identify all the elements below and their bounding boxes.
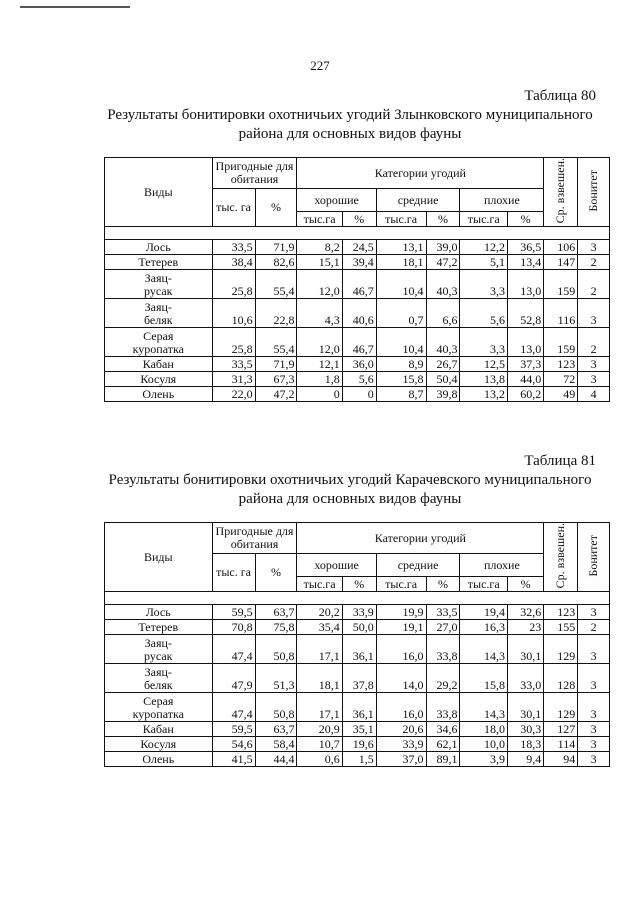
value-cell: 3 [578,722,610,737]
percent-header: % [255,554,297,592]
table-row [105,620,610,635]
value-cell: 14,0 [376,664,426,693]
species-name-line: Олень [142,752,175,767]
species-cell [105,620,213,635]
table-row [105,328,610,357]
value-cell: 3,3 [460,328,508,357]
species-name-line: беляк [143,313,173,328]
value-cell: 26,7 [426,357,460,372]
value-cell: 36,1 [342,635,376,664]
value-cell: 116 [544,299,578,328]
value-cell: 47,2 [426,255,460,270]
value-cell: 5,6 [460,299,508,328]
value-cell: 18,1 [297,664,342,693]
table-81-label: Таблица 81 [524,453,596,469]
species-name-line: Кабан [142,357,174,372]
table-row [105,240,610,255]
value-cell: 47,4 [212,635,255,664]
table-row [105,270,610,299]
value-cell: 2 [578,270,610,299]
value-cell: 3 [578,664,610,693]
sub-percent-header: % [342,577,376,592]
spacer-cell [105,227,610,240]
value-cell: 50,4 [426,372,460,387]
table-row [105,605,610,620]
species-name-line: Лось [145,605,171,620]
table-row [105,255,610,270]
value-cell: 8,2 [297,240,342,255]
value-cell: 39,4 [342,255,376,270]
value-cell: 3 [578,299,610,328]
value-cell: 155 [544,620,578,635]
sub-thous-ha-header: тыс.га [297,212,342,227]
poor-header: плохие [460,554,544,577]
value-cell: 3 [578,605,610,620]
table-row [105,357,610,372]
value-cell: 16,0 [376,635,426,664]
avg-weighted-label: Ср. взвешен. [553,158,568,224]
value-cell: 17,1 [297,635,342,664]
value-cell: 12,5 [460,357,508,372]
species-name-line: русак [144,284,173,299]
value-cell: 34,6 [426,722,460,737]
avg-weighted-header [544,523,578,592]
value-cell: 20,9 [297,722,342,737]
sub-percent-header: % [342,212,376,227]
species-name-line: Заяц- [144,665,172,680]
value-cell: 39,0 [426,240,460,255]
value-cell: 50,8 [255,693,297,722]
value-cell: 36,1 [342,693,376,722]
value-cell: 89,1 [426,752,460,767]
value-cell: 50,0 [342,620,376,635]
value-cell: 59,5 [212,605,255,620]
spacer-cell [105,592,610,605]
value-cell: 106 [544,240,578,255]
species-cell [105,387,213,402]
sub-thous-ha-header: тыс.га [460,577,508,592]
value-cell: 18,3 [508,737,544,752]
value-cell: 33,9 [376,737,426,752]
value-cell: 47,9 [212,664,255,693]
sub-percent-header: % [508,577,544,592]
table-80-title: Результаты бонитировки охотничьих угодий Злынковского муниципального района для основных видов фауны [107,107,593,142]
species-name-line: Заяц- [144,271,172,286]
value-cell: 114 [544,737,578,752]
value-cell: 15,8 [460,664,508,693]
value-cell: 23 [508,620,544,635]
categories-header: Категории угодий [297,158,544,189]
value-cell: 32,6 [508,605,544,620]
value-cell: 29,2 [426,664,460,693]
value-cell: 127 [544,722,578,737]
value-cell: 72 [544,372,578,387]
value-cell: 35,4 [297,620,342,635]
value-cell: 16,0 [376,693,426,722]
table-81-title: Результаты бонитировки охотничьих угодий Карачевского муниципального района для основных видов фауны [108,472,592,507]
value-cell: 13,0 [508,328,544,357]
value-cell: 33,9 [342,605,376,620]
value-cell: 36,5 [508,240,544,255]
species-name-line: Тетерев [138,620,179,635]
value-cell: 31,3 [212,372,255,387]
value-cell: 55,4 [255,328,297,357]
good-header: хорошие [297,554,376,577]
value-cell: 5,1 [460,255,508,270]
value-cell: 4 [578,387,610,402]
value-cell: 63,7 [255,605,297,620]
value-cell: 3 [578,737,610,752]
value-cell: 12,1 [297,357,342,372]
value-cell: 15,8 [376,372,426,387]
table-row [105,722,610,737]
species-cell [105,255,213,270]
value-cell: 12,0 [297,270,342,299]
thous-ha-header: тыс. га [212,189,255,227]
table-row [105,693,610,722]
value-cell: 0 [297,387,342,402]
value-cell: 36,0 [342,357,376,372]
value-cell: 38,4 [212,255,255,270]
bonitet-label: Бонитет [586,169,601,212]
value-cell: 147 [544,255,578,270]
value-cell: 3 [578,693,610,722]
value-cell: 59,5 [212,722,255,737]
sub-thous-ha-header: тыс.га [376,577,426,592]
value-cell: 33,5 [212,357,255,372]
value-cell: 159 [544,270,578,299]
value-cell: 13,1 [376,240,426,255]
value-cell: 39,8 [426,387,460,402]
sub-thous-ha-header: тыс.га [297,577,342,592]
value-cell: 8,7 [376,387,426,402]
species-cell [105,357,213,372]
value-cell: 10,4 [376,270,426,299]
value-cell: 47,2 [255,387,297,402]
table-row [105,635,610,664]
value-cell: 3 [578,240,610,255]
value-cell: 13,0 [508,270,544,299]
spacer-row [105,227,610,240]
value-cell: 8,9 [376,357,426,372]
value-cell: 19,9 [376,605,426,620]
bonitet-header [578,158,610,227]
species-cell [105,299,213,328]
value-cell: 40,3 [426,328,460,357]
sub-percent-header: % [508,212,544,227]
poor-header: плохие [460,189,544,212]
sub-thous-ha-header: тыс.га [460,212,508,227]
value-cell: 123 [544,605,578,620]
percent-header: % [255,189,297,227]
value-cell: 44,0 [508,372,544,387]
value-cell: 12,2 [460,240,508,255]
value-cell: 70,8 [212,620,255,635]
avg-weighted-header [544,158,578,227]
species-cell [105,722,213,737]
value-cell: 63,7 [255,722,297,737]
categories-header: Категории угодий [297,523,544,554]
species-name-line: беляк [143,678,173,693]
species-name-line: Тетерев [138,255,179,270]
species-cell [105,605,213,620]
value-cell: 10,6 [212,299,255,328]
value-cell: 46,7 [342,328,376,357]
value-cell: 10,7 [297,737,342,752]
value-cell: 13,8 [460,372,508,387]
value-cell: 0,6 [297,752,342,767]
species-name-line: Заяц- [144,300,172,315]
value-cell: 24,5 [342,240,376,255]
bonitet-header [578,523,610,592]
value-cell: 14,3 [460,635,508,664]
value-cell: 49 [544,387,578,402]
value-cell: 6,6 [426,299,460,328]
value-cell: 71,9 [255,240,297,255]
value-cell: 18,0 [460,722,508,737]
value-cell: 1,5 [342,752,376,767]
value-cell: 2 [578,620,610,635]
value-cell: 35,1 [342,722,376,737]
value-cell: 30,1 [508,693,544,722]
value-cell: 15,1 [297,255,342,270]
value-cell: 30,3 [508,722,544,737]
page-number: 227 [310,58,330,73]
value-cell: 41,5 [212,752,255,767]
species-name-line: Заяц- [144,636,172,651]
species-cell [105,372,213,387]
value-cell: 3 [578,752,610,767]
species-cell [105,693,213,722]
value-cell: 50,8 [255,635,297,664]
value-cell: 3,9 [460,752,508,767]
value-cell: 19,1 [376,620,426,635]
value-cell: 3,3 [460,270,508,299]
species-cell [105,328,213,357]
value-cell: 17,1 [297,693,342,722]
table-80-label: Таблица 80 [524,88,596,104]
species-cell [105,752,213,767]
value-cell: 13,4 [508,255,544,270]
bonitet-label: Бонитет [586,534,601,577]
value-cell: 2 [578,328,610,357]
medium-header: средние [376,554,460,577]
sub-percent-header: % [426,577,460,592]
value-cell: 30,1 [508,635,544,664]
value-cell: 16,3 [460,620,508,635]
species-name-line: Кабан [142,722,174,737]
value-cell: 54,6 [212,737,255,752]
table-80 [104,157,610,402]
species-name-line: Косуля [140,737,177,752]
value-cell: 2 [578,255,610,270]
species-cell [105,270,213,299]
sub-thous-ha-header: тыс.га [376,212,426,227]
species-name-line: Серая [143,329,174,344]
table-row [105,664,610,693]
thous-ha-header: тыс. га [212,554,255,592]
value-cell: 75,8 [255,620,297,635]
value-cell: 52,8 [508,299,544,328]
value-cell: 22,8 [255,299,297,328]
species-name-line: Серая [143,694,174,709]
value-cell: 62,1 [426,737,460,752]
value-cell: 37,3 [508,357,544,372]
value-cell: 25,8 [212,328,255,357]
species-name-line: Олень [142,387,175,402]
value-cell: 47,4 [212,693,255,722]
suitable-header: Пригодные для обитания [212,523,297,554]
species-name-line: Косуля [140,372,177,387]
value-cell: 82,6 [255,255,297,270]
value-cell: 94 [544,752,578,767]
species-name-line: куропатка [132,707,184,722]
value-cell: 12,0 [297,328,342,357]
species-name-line: русак [144,649,173,664]
value-cell: 13,2 [460,387,508,402]
value-cell: 46,7 [342,270,376,299]
value-cell: 18,1 [376,255,426,270]
good-header: хорошие [297,189,376,212]
value-cell: 0 [342,387,376,402]
value-cell: 33,8 [426,693,460,722]
value-cell: 37,0 [376,752,426,767]
value-cell: 33,5 [426,605,460,620]
value-cell: 44,4 [255,752,297,767]
value-cell: 20,6 [376,722,426,737]
value-cell: 25,8 [212,270,255,299]
value-cell: 19,4 [460,605,508,620]
header-row [105,158,610,189]
scan-edge-mark [20,6,130,8]
value-cell: 40,6 [342,299,376,328]
species-header: Виды [105,523,213,592]
value-cell: 0,7 [376,299,426,328]
species-cell [105,635,213,664]
value-cell: 37,8 [342,664,376,693]
species-cell [105,240,213,255]
value-cell: 5,6 [342,372,376,387]
value-cell: 159 [544,328,578,357]
medium-header: средние [376,189,460,212]
value-cell: 14,3 [460,693,508,722]
value-cell: 10,4 [376,328,426,357]
table-row [105,299,610,328]
value-cell: 128 [544,664,578,693]
table-row [105,387,610,402]
value-cell: 129 [544,635,578,664]
value-cell: 33,0 [508,664,544,693]
value-cell: 51,3 [255,664,297,693]
value-cell: 10,0 [460,737,508,752]
header-row [105,523,610,554]
value-cell: 40,3 [426,270,460,299]
value-cell: 3 [578,357,610,372]
value-cell: 123 [544,357,578,372]
species-header: Виды [105,158,213,227]
suitable-header: Пригодные для обитания [212,158,297,189]
value-cell: 3 [578,635,610,664]
value-cell: 129 [544,693,578,722]
species-cell [105,664,213,693]
value-cell: 22,0 [212,387,255,402]
sub-percent-header: % [426,212,460,227]
value-cell: 55,4 [255,270,297,299]
value-cell: 4,3 [297,299,342,328]
value-cell: 9,4 [508,752,544,767]
species-name-line: Лось [145,240,171,255]
value-cell: 67,3 [255,372,297,387]
value-cell: 60,2 [508,387,544,402]
value-cell: 1,8 [297,372,342,387]
value-cell: 19,6 [342,737,376,752]
species-name-line: куропатка [132,342,184,357]
table-row [105,737,610,752]
value-cell: 71,9 [255,357,297,372]
value-cell: 33,5 [212,240,255,255]
value-cell: 20,2 [297,605,342,620]
avg-weighted-label: Ср. взвешен. [553,523,568,589]
table-row [105,372,610,387]
table-row [105,752,610,767]
value-cell: 27,0 [426,620,460,635]
table-81 [104,522,610,767]
species-cell [105,737,213,752]
value-cell: 3 [578,372,610,387]
spacer-row [105,592,610,605]
value-cell: 33,8 [426,635,460,664]
value-cell: 58,4 [255,737,297,752]
